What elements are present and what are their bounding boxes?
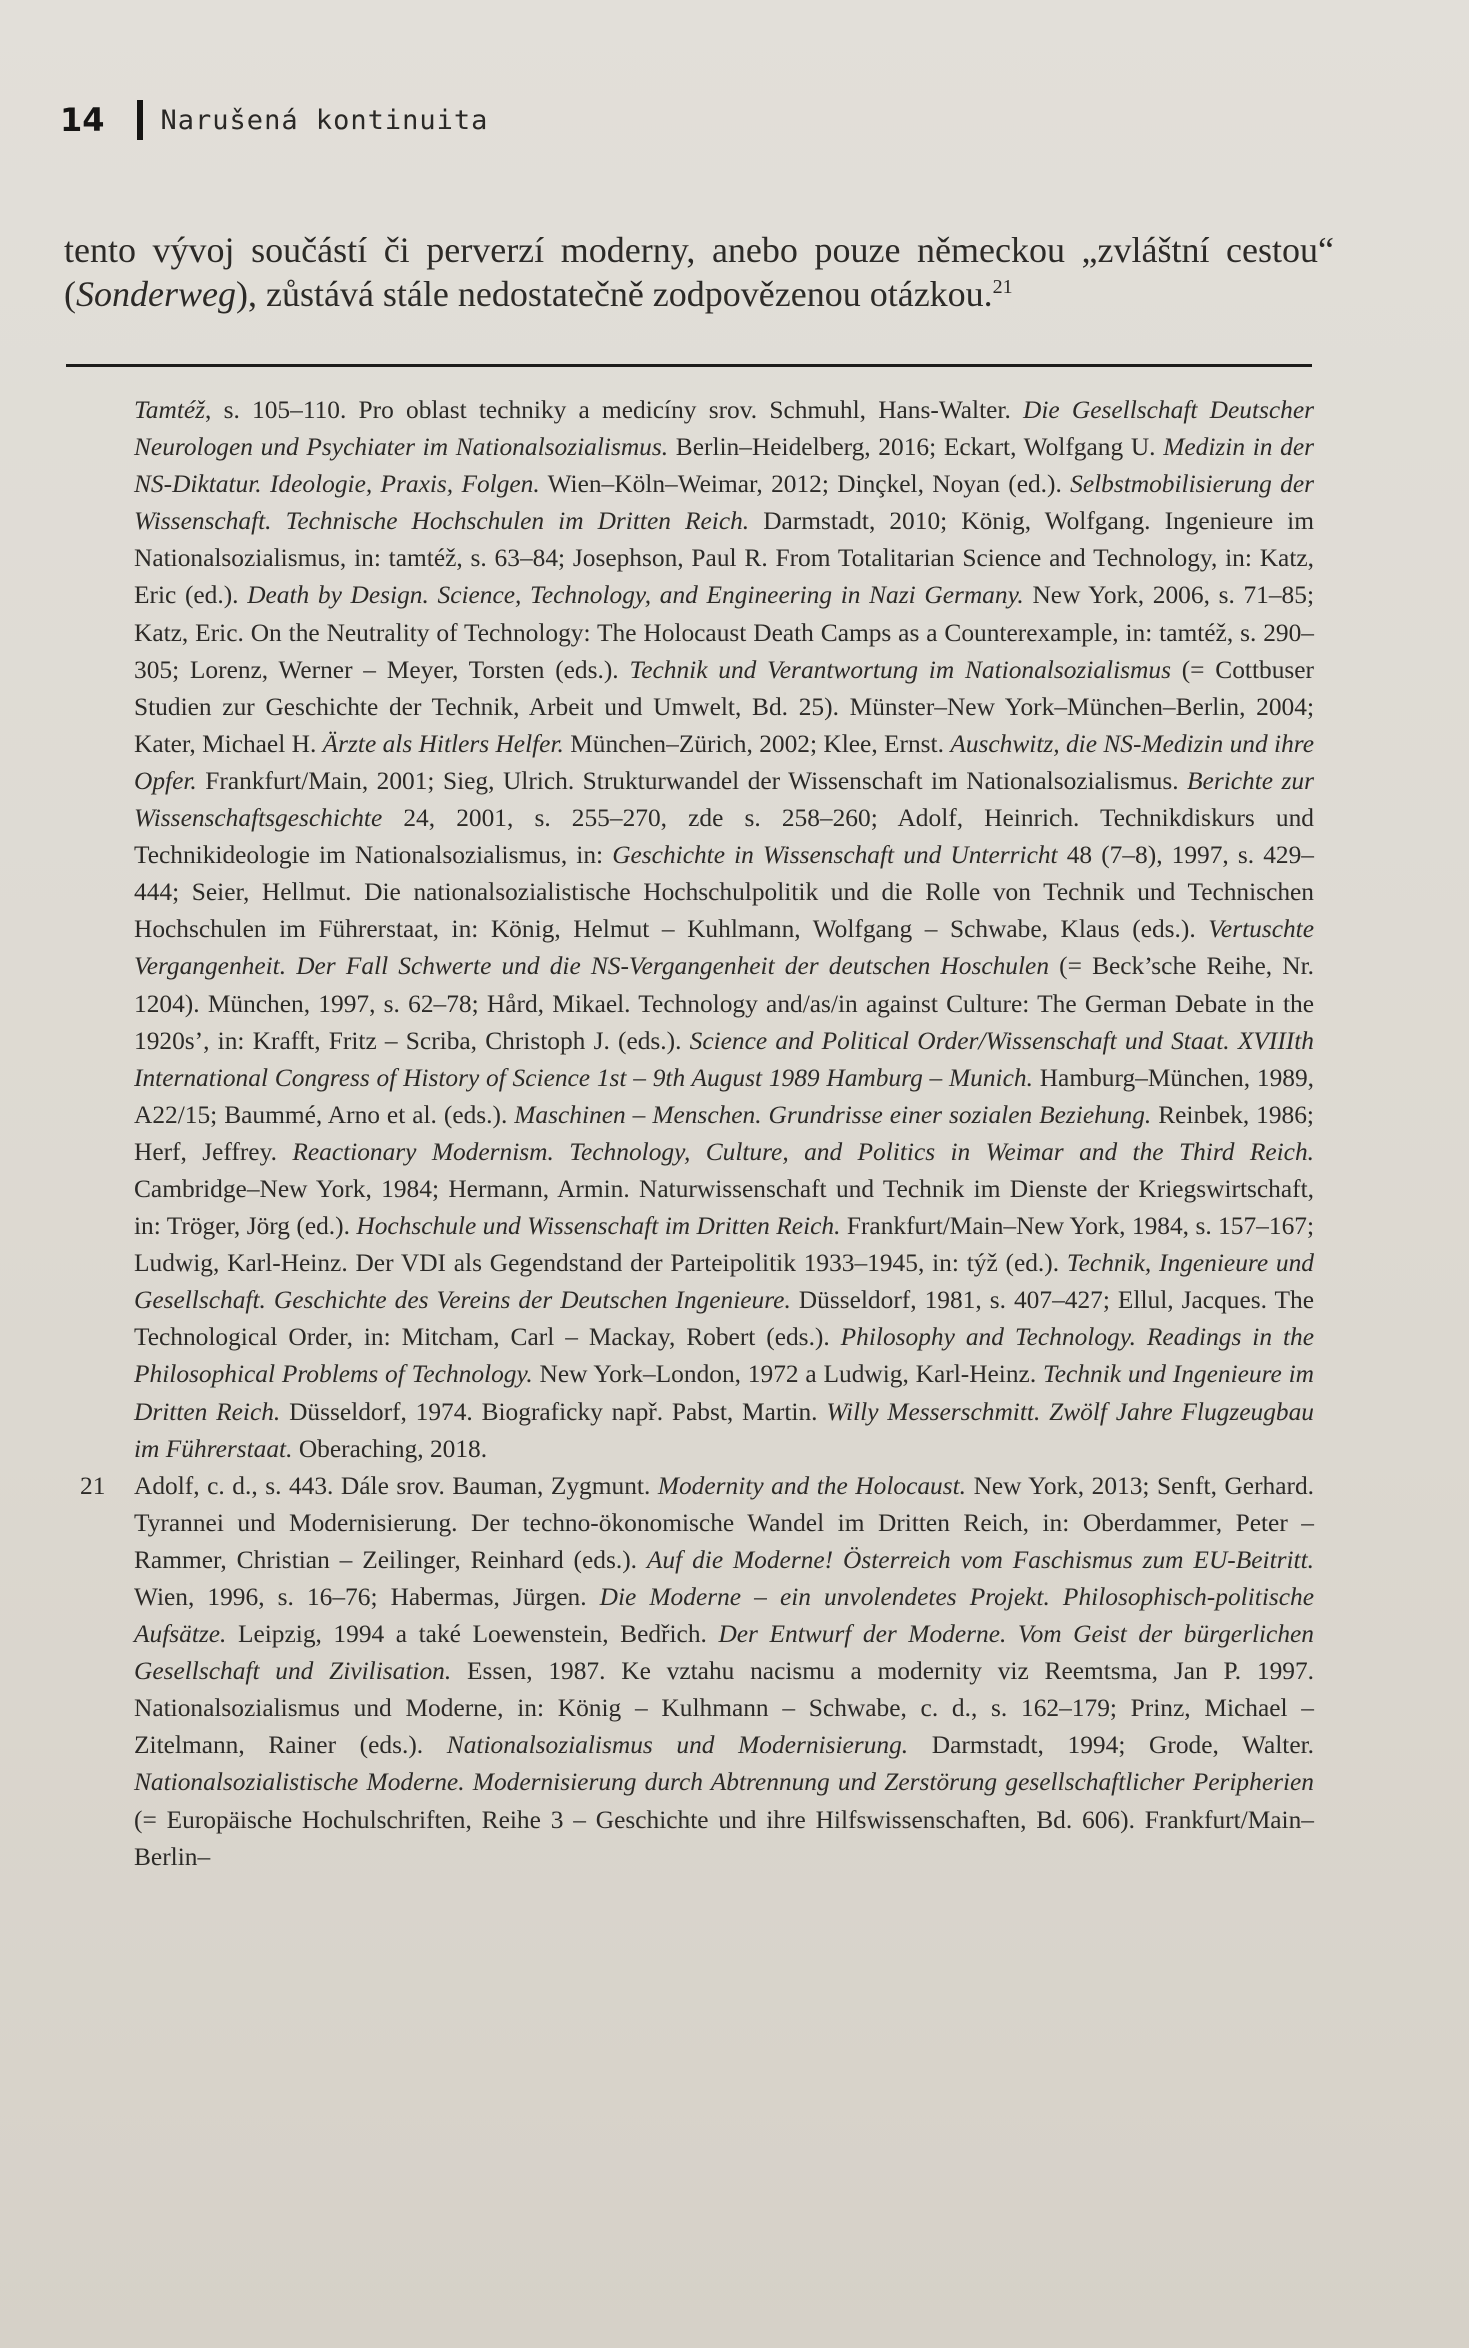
footnote-title: Technik, Ingenieure und Gesellschaft. Geschichte des Vereins der Deutschen Ingenieure. xyxy=(134,1249,1314,1315)
footnote-title: Reactionary Modernism. Technology, Culture, and Politics in Weimar and the Third Reich. xyxy=(292,1137,1314,1166)
footnote-segment: (= Beck’sche Reihe, Nr. 1204). München, 1997, s. 62–78; Hård, Mikael. Technology and/as/in against Culture: The German Debate in the 1920s’, in: Krafft, Fritz – Scriba, Christoph J. (eds.). xyxy=(134,952,1314,1055)
footnote-title: Nationalsozialismus und Modernisierung. xyxy=(446,1731,909,1760)
footnote-segment: Berlin–Heidelberg, 2016; Eckart, Wolfgang U. xyxy=(668,433,1164,462)
footnote-segment: Düsseldorf, 1974. Biograficky např. Pabst, Martin. xyxy=(280,1397,827,1426)
footnote-segment: Darmstadt, 2010; König, Wolfgang. Ingenieure im Nationalsozialismus, in: tamtéž, s. 63–84; Josephson, Paul R. From Totalitarian Science and Technology, in: Katz, Eric (ed.). xyxy=(134,507,1314,610)
footnote-title: Tamtéž xyxy=(134,396,206,424)
footnote-title: Auf die Moderne! Österreich vom Faschismus zum EU-Beitritt. xyxy=(646,1545,1315,1574)
footnote-number: 21 xyxy=(80,1471,106,1500)
footnote-title: Technik und Ingenieure im Dritten Reich. xyxy=(134,1360,1314,1426)
footnote-title: Der Entwurf der Moderne. Vom Geist der bürgerlichen Gesellschaft und Zivilisation. xyxy=(134,1620,1314,1686)
footnote-segment: Wien–Köln–Weimar, 2012; Dinçkel, Noyan (ed.). xyxy=(539,470,1071,499)
footnote-title: Science and Political Order/Wissenschaft und Staat. XVIIIth International Congress of History of Science 1st – 9th August 1989 Hamburg – Munich. xyxy=(134,1026,1314,1092)
footnote-segment: Oberaching, 2018. xyxy=(292,1434,488,1463)
footnote-segment: New York, 2013; Senft, Gerhard. Tyrannei und Modernisierung. Der techno-ökonomische Wandel im Dritten Reich, in: Oberdammer, Peter – Rammer, Christian – Zeilinger, Reinhard (eds.). xyxy=(134,1471,1314,1574)
footnote-segment: New York–London, 1972 a Ludwig, Karl-Heinz. xyxy=(532,1360,1043,1389)
footnote-title: Geschichte in Wissenschaft und Unterricht xyxy=(612,841,1058,870)
footnote-21 xyxy=(80,1468,1314,1876)
page-number: 14 xyxy=(60,101,105,139)
footnote-segment: New York, 2006, s. 71–85; Katz, Eric. On the Neutrality of Technology: The Holocaust Death Camps as a Counterexample, in: tamtéž, s. 290–305; Lorenz, Werner – Meyer, Torsten (eds.). xyxy=(134,581,1315,684)
footnote-title: Technik und Verantwortung im Nationalsozialismus xyxy=(629,655,1171,684)
footnote-title: Vertuschte Vergangenheit. Der Fall Schwerte und die NS-Vergangenheit der deutschen Hoschulen xyxy=(134,915,1314,981)
footnote-title: Modernity and the Holocaust. xyxy=(657,1471,967,1500)
footnote-title: Auschwitz, die NS-Medizin und ihre Opfer. xyxy=(134,729,1314,795)
footnote-reference: 21 xyxy=(992,276,1013,298)
footnote-segment: Frankfurt/Main–New York, 1984, s. 157–167; Ludwig, Karl-Heinz. Der VDI als Gegendstand der Parteipolitik 1933–1945, in: týž (ed.). xyxy=(134,1212,1315,1278)
footnote-title: Willy Messerschmitt. Zwölf Jahre Flugzeugbau im Führerstaat. xyxy=(134,1397,1315,1463)
footnote-segment: Essen, 1987. Ke vztahu nacismu a modernity viz Reemtsma, Jan P. 1997. Nationalsozialismus und Moderne, in: König – Kulhmann – Schwabe, c. d., s. 162–179; Prinz, Michael – Zitelmann, Rainer (eds.). xyxy=(134,1657,1315,1760)
footnote-title: Hochschule und Wissenschaft im Dritten Reich. xyxy=(356,1212,841,1241)
footnote-title: Maschinen – Menschen. Grundrisse einer sozialen Beziehung. xyxy=(514,1100,1152,1129)
footnote-title: Die Moderne – ein unvolendetes Projekt. Philosophisch-politische Aufsätze. xyxy=(134,1583,1314,1649)
footnote-segment: (= Cottbuser Studien zur Geschichte der Technik, Arbeit und Umwelt, Bd. 25). Münster–New York–München–Berlin, 2004; Kater, Michael H. xyxy=(134,655,1314,758)
footnotes xyxy=(80,392,1314,1876)
footnote-segment: 48 (7–8), 1997, s. 429–444; Seier, Hellmut. Die nationalsozialistische Hochschulpolitik und die Rolle von Technik und Technischen Hochschulen im Führerstaat, in: König, Helmut – Kuhlmann, Wolfgang – Schwabe, Klaus (eds.). xyxy=(134,841,1314,944)
header-divider xyxy=(137,100,143,140)
footnote-text xyxy=(134,1468,1314,1876)
footnote-segment: Darmstadt, 1994; Grode, Walter. xyxy=(908,1731,1314,1760)
footnote-title: Selbstmobilisierung der Wissenschaft. Technische Hochschulen im Dritten Reich. xyxy=(134,470,1314,536)
running-header xyxy=(60,98,488,142)
body-text: tento vývoj součástí či perverzí moderny, anebo pouze německou „zvláštní cestou“ ( xyxy=(64,230,1334,314)
footnote-segment: München–Zürich, 2002; Klee, Ernst. xyxy=(563,729,951,758)
footnote-segment: Leipzig, 1994 a také Loewenstein, Bedřich. xyxy=(226,1620,719,1649)
footnote-segment: Wien, 1996, s. 16–76; Habermas, Jürgen. xyxy=(134,1583,600,1611)
body-text: ), zůstává stále nedostatečně zodpovězenou otázkou. xyxy=(235,274,993,314)
running-title: Narušená kontinuita xyxy=(160,104,489,136)
footnote-segment: 24, 2001, s. 255–270, zde s. 258–260; Adolf, Heinrich. Technikdiskurs und Technikideologie im Nationalsozialismus, in: xyxy=(134,804,1314,870)
body-paragraph xyxy=(64,228,1334,316)
footnote-segment: Adolf, c. d., s. 443. Dále srov. Bauman, Zygmunt. xyxy=(134,1471,658,1500)
footnote-title: Death by Design. Science, Technology, and Engineering in Nazi Germany. xyxy=(247,581,1024,610)
footnote-separator xyxy=(66,364,1312,367)
footnote-segment: Hamburg–München, 1989, A22/15; Baummé, Arno et al. (eds.). xyxy=(134,1063,1315,1129)
footnote-continued xyxy=(80,392,1314,1468)
footnote-segment: (= Europäische Hochulschriften, Reihe 3 – Geschichte und ihre Hilfswissenschaften, Bd. 606). Frankfurt/Main–Berlin– xyxy=(134,1805,1314,1871)
footnote-segment: Frankfurt/Main, 2001; Sieg, Ulrich. Strukturwandel der Wissenschaft im Nationalsozialismus. xyxy=(196,766,1188,795)
footnote-text xyxy=(134,392,1314,1468)
footnote-title: Medizin in der NS-Diktatur. Ideologie, Praxis, Folgen. xyxy=(134,433,1314,499)
footnote-segment: Cambridge–New York, 1984; Hermann, Armin. Naturwissenschaft und Technik im Dienste der Kriegswirtschaft, in: Tröger, Jörg (ed.). xyxy=(134,1174,1314,1241)
footnote-segment: , s. 105–110. Pro oblast techniky a medicíny srov. Schmuhl, Hans-Walter. xyxy=(205,396,1024,424)
footnote-title: Nationalsozialistische Moderne. Modernisierung durch Abtrennung und Zerstörung gesellschaftlicher Peripherien xyxy=(134,1768,1314,1797)
footnote-segment: Reinbek, 1986; Herf, Jeffrey. xyxy=(134,1100,1314,1166)
footnote-title: Die Gesellschaft Deutscher Neurologen und Psychiater im Nationalsozialismus. xyxy=(134,396,1314,462)
footnote-title: Philosophy and Technology. Readings in the Philosophical Problems of Technology. xyxy=(134,1323,1314,1389)
body-text-italic: Sonderweg xyxy=(76,274,236,314)
footnote-segment: Düsseldorf, 1981, s. 407–427; Ellul, Jacques. The Technological Order, in: Mitcham, Carl – Mackay, Robert (eds.). xyxy=(134,1286,1314,1352)
footnote-title: Ärzte als Hitlers Helfer. xyxy=(322,729,564,758)
footnote-title: Berichte zur Wissenschaftsgeschichte xyxy=(134,766,1314,833)
